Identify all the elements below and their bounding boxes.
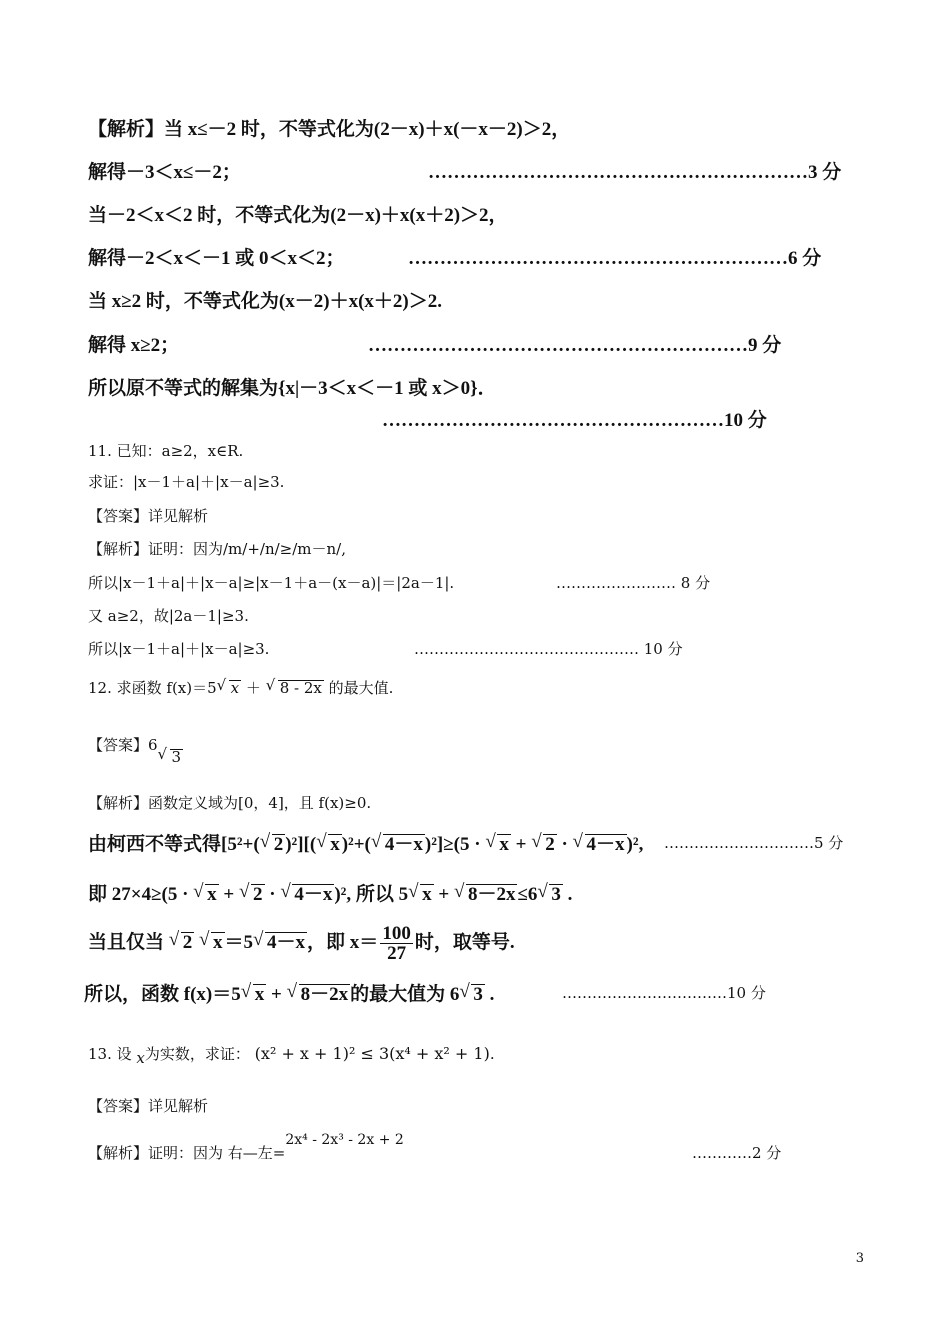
math-fragment: 2 [545, 834, 555, 855]
sec10-line-2: 解得－3＜x≤－2； [88, 162, 241, 183]
score-dots-9: ……………………………………………………9 分 [368, 335, 782, 356]
q12-domain: 【解析】函数定义域为[0，4]，且 f(x)≥0. [88, 794, 372, 812]
sqrt-x [217, 680, 241, 696]
math-fragment: x [422, 884, 432, 905]
square-root [459, 984, 485, 1004]
q12-question [88, 680, 393, 696]
math-fragment: 由柯西不等式得[5²+( [88, 834, 260, 855]
math-fragment: 8 - 2x [279, 679, 322, 697]
math-fragment: + [223, 884, 235, 905]
math-fragment: 8－2x [467, 884, 516, 905]
math-fragment: 2 [182, 931, 193, 953]
q11-answer: 【答案】详见解析 [88, 507, 209, 525]
score-dots-6: ……………………………………………………6 分 [408, 248, 822, 269]
math-fragment: ≤6 [517, 884, 538, 905]
q12-answer [88, 736, 183, 766]
math-fragment: )², [626, 834, 644, 855]
sqrt-8-2x [266, 680, 324, 696]
q11-line-7: 所以|x－1＋a|＋|x－a|≥3. [88, 640, 270, 658]
sec10-line-4: 解得－2＜x＜－1 或 0＜x＜2； [88, 248, 345, 269]
math-fragment: ＝5 [224, 931, 254, 953]
score-dots-5: …………………………5 分 [664, 834, 844, 852]
math-fragment: )², 所以 5 [334, 884, 409, 905]
math-fragment: ，即 x＝ [307, 931, 379, 953]
square-root [169, 932, 195, 952]
q11-line-5: 所以|x－1＋a|＋|x－a|≥|x－1＋a－(x－a)|＝|2a－1|. [88, 574, 455, 592]
sec10-line-6: 解得 x≥2； [88, 335, 180, 356]
math-fragment: 4－x [384, 834, 423, 855]
square-root [253, 932, 307, 952]
square-root [537, 884, 563, 904]
math-fragment: x [254, 984, 265, 1005]
score-dots-10c: ……………………………10 分 [562, 984, 766, 1002]
q13-analysis [88, 1132, 404, 1162]
math-fragment: ＋ [245, 679, 261, 697]
math-fragment: 3 [473, 984, 483, 1005]
math-fragment: 2x⁴ - 2x³ - 2x + 2 [285, 1132, 404, 1148]
math-fragment: . [489, 1045, 495, 1063]
q12-derive [88, 884, 572, 904]
math-fragment: · [561, 834, 568, 855]
sec10-line-3: 当－2＜x＜2 时，不等式化为(2－x)＋x(x＋2)＞2， [88, 205, 508, 226]
math-fragment: 2 [253, 884, 263, 905]
fraction-100-27 [380, 924, 413, 963]
sec10-line-5: 当 x≥2 时，不等式化为(x－2)＋x(x＋2)＞2. [88, 291, 442, 312]
math-fragment: 3 [171, 748, 182, 766]
math-fragment: · [269, 884, 276, 905]
q11-analysis: 【解析】证明：因为/m/+/n/≥/m－n/, [88, 540, 346, 558]
math-fragment: )²]≥(5 · [424, 834, 481, 855]
q11-line-1: 11. 已知：a≥2，x∈R. [88, 442, 244, 460]
math-fragment: x [213, 931, 223, 953]
q12-equality [88, 924, 515, 963]
square-root [241, 984, 267, 1004]
square-root [485, 834, 511, 854]
math-fragment: 13. 设 [88, 1045, 132, 1063]
score-dots-3: ……………………………………………………3 分 [428, 162, 842, 183]
math-fragment: 8－2x [300, 984, 349, 1005]
square-root [193, 884, 219, 904]
square-root [573, 834, 627, 854]
math-fragment: 当且仅当 [88, 931, 165, 953]
square-root [408, 884, 434, 904]
math-fragment: 100 [382, 923, 411, 944]
math-fragment: 的最大值. [328, 679, 394, 697]
math-fragment: x [230, 679, 240, 697]
q11-line-2: 求证：|x－1＋a|＋|x－a|≥3. [88, 473, 285, 491]
math-fragment: . [489, 984, 495, 1005]
score-dots-10b: ……………………………………… 10 分 [414, 640, 683, 658]
math-fragment: 12. 求函数 f(x)＝5 [88, 679, 217, 697]
math-fragment: )²][( [285, 834, 317, 855]
square-root [454, 884, 518, 904]
sqrt-3 [158, 749, 184, 765]
math-fragment: 27 [387, 943, 407, 964]
sec10-line-7: 所以原不等式的解集为{x|－3＜x＜－1 或 x＞0}． [88, 378, 497, 399]
math-fragment: x [136, 1049, 145, 1067]
score-dots-2: …………2 分 [692, 1144, 782, 1162]
q11-line-6: 又 a≥2，故|2a－1|≥3. [88, 607, 249, 625]
math-fragment: 3 [551, 884, 561, 905]
score-dots-10: ………………………………………………10 分 [382, 410, 767, 431]
math-fragment: 4－x [294, 884, 333, 905]
square-root [260, 834, 286, 854]
square-root [199, 932, 225, 952]
square-root [239, 884, 265, 904]
math-fragment: + [270, 984, 282, 1005]
math-fragment: + [438, 884, 450, 905]
square-root [287, 984, 351, 1004]
math-fragment: 为实数，求证： [144, 1045, 250, 1063]
math-fragment: 所以，函数 f(x)＝5 [84, 984, 241, 1005]
math-fragment: x [499, 834, 509, 855]
math-fragment: 的最大值为 6 [350, 984, 460, 1005]
math-fragment: x [207, 884, 217, 905]
square-root [280, 884, 334, 904]
page-number: 3 [855, 1251, 864, 1266]
math-fragment: 时，取等号. [414, 931, 515, 953]
q12-conclusion [84, 984, 494, 1004]
sec10-line-1: 【解析】当 x≤－2 时，不等式化为(2－x)＋x(－x－2)＞2， [88, 119, 571, 140]
square-root [531, 834, 557, 854]
math-fragment: + [515, 834, 527, 855]
math-fragment: (x² + x + 1)² ≤ 3(x⁴ + x² + 1) [254, 1044, 490, 1063]
math-fragment: )²+( [341, 834, 371, 855]
math-fragment: 即 27×4≥(5 · [88, 884, 189, 905]
math-fragment: 【答案】6 [88, 736, 158, 754]
math-fragment: 2 [273, 834, 284, 855]
math-fragment: 【解析】证明：因为 右—左= [88, 1144, 286, 1162]
math-fragment: 4－x [267, 931, 306, 953]
q13-answer: 【答案】详见解析 [88, 1097, 209, 1115]
math-fragment: 4－x [586, 834, 625, 855]
math-fragment: . [567, 884, 573, 905]
square-root [316, 834, 342, 854]
square-root [371, 834, 425, 854]
math-fragment: x [330, 834, 340, 855]
score-dots-8: …………………… 8 分 [556, 574, 711, 592]
q13-question [88, 1044, 495, 1067]
q12-cauchy [88, 834, 643, 854]
